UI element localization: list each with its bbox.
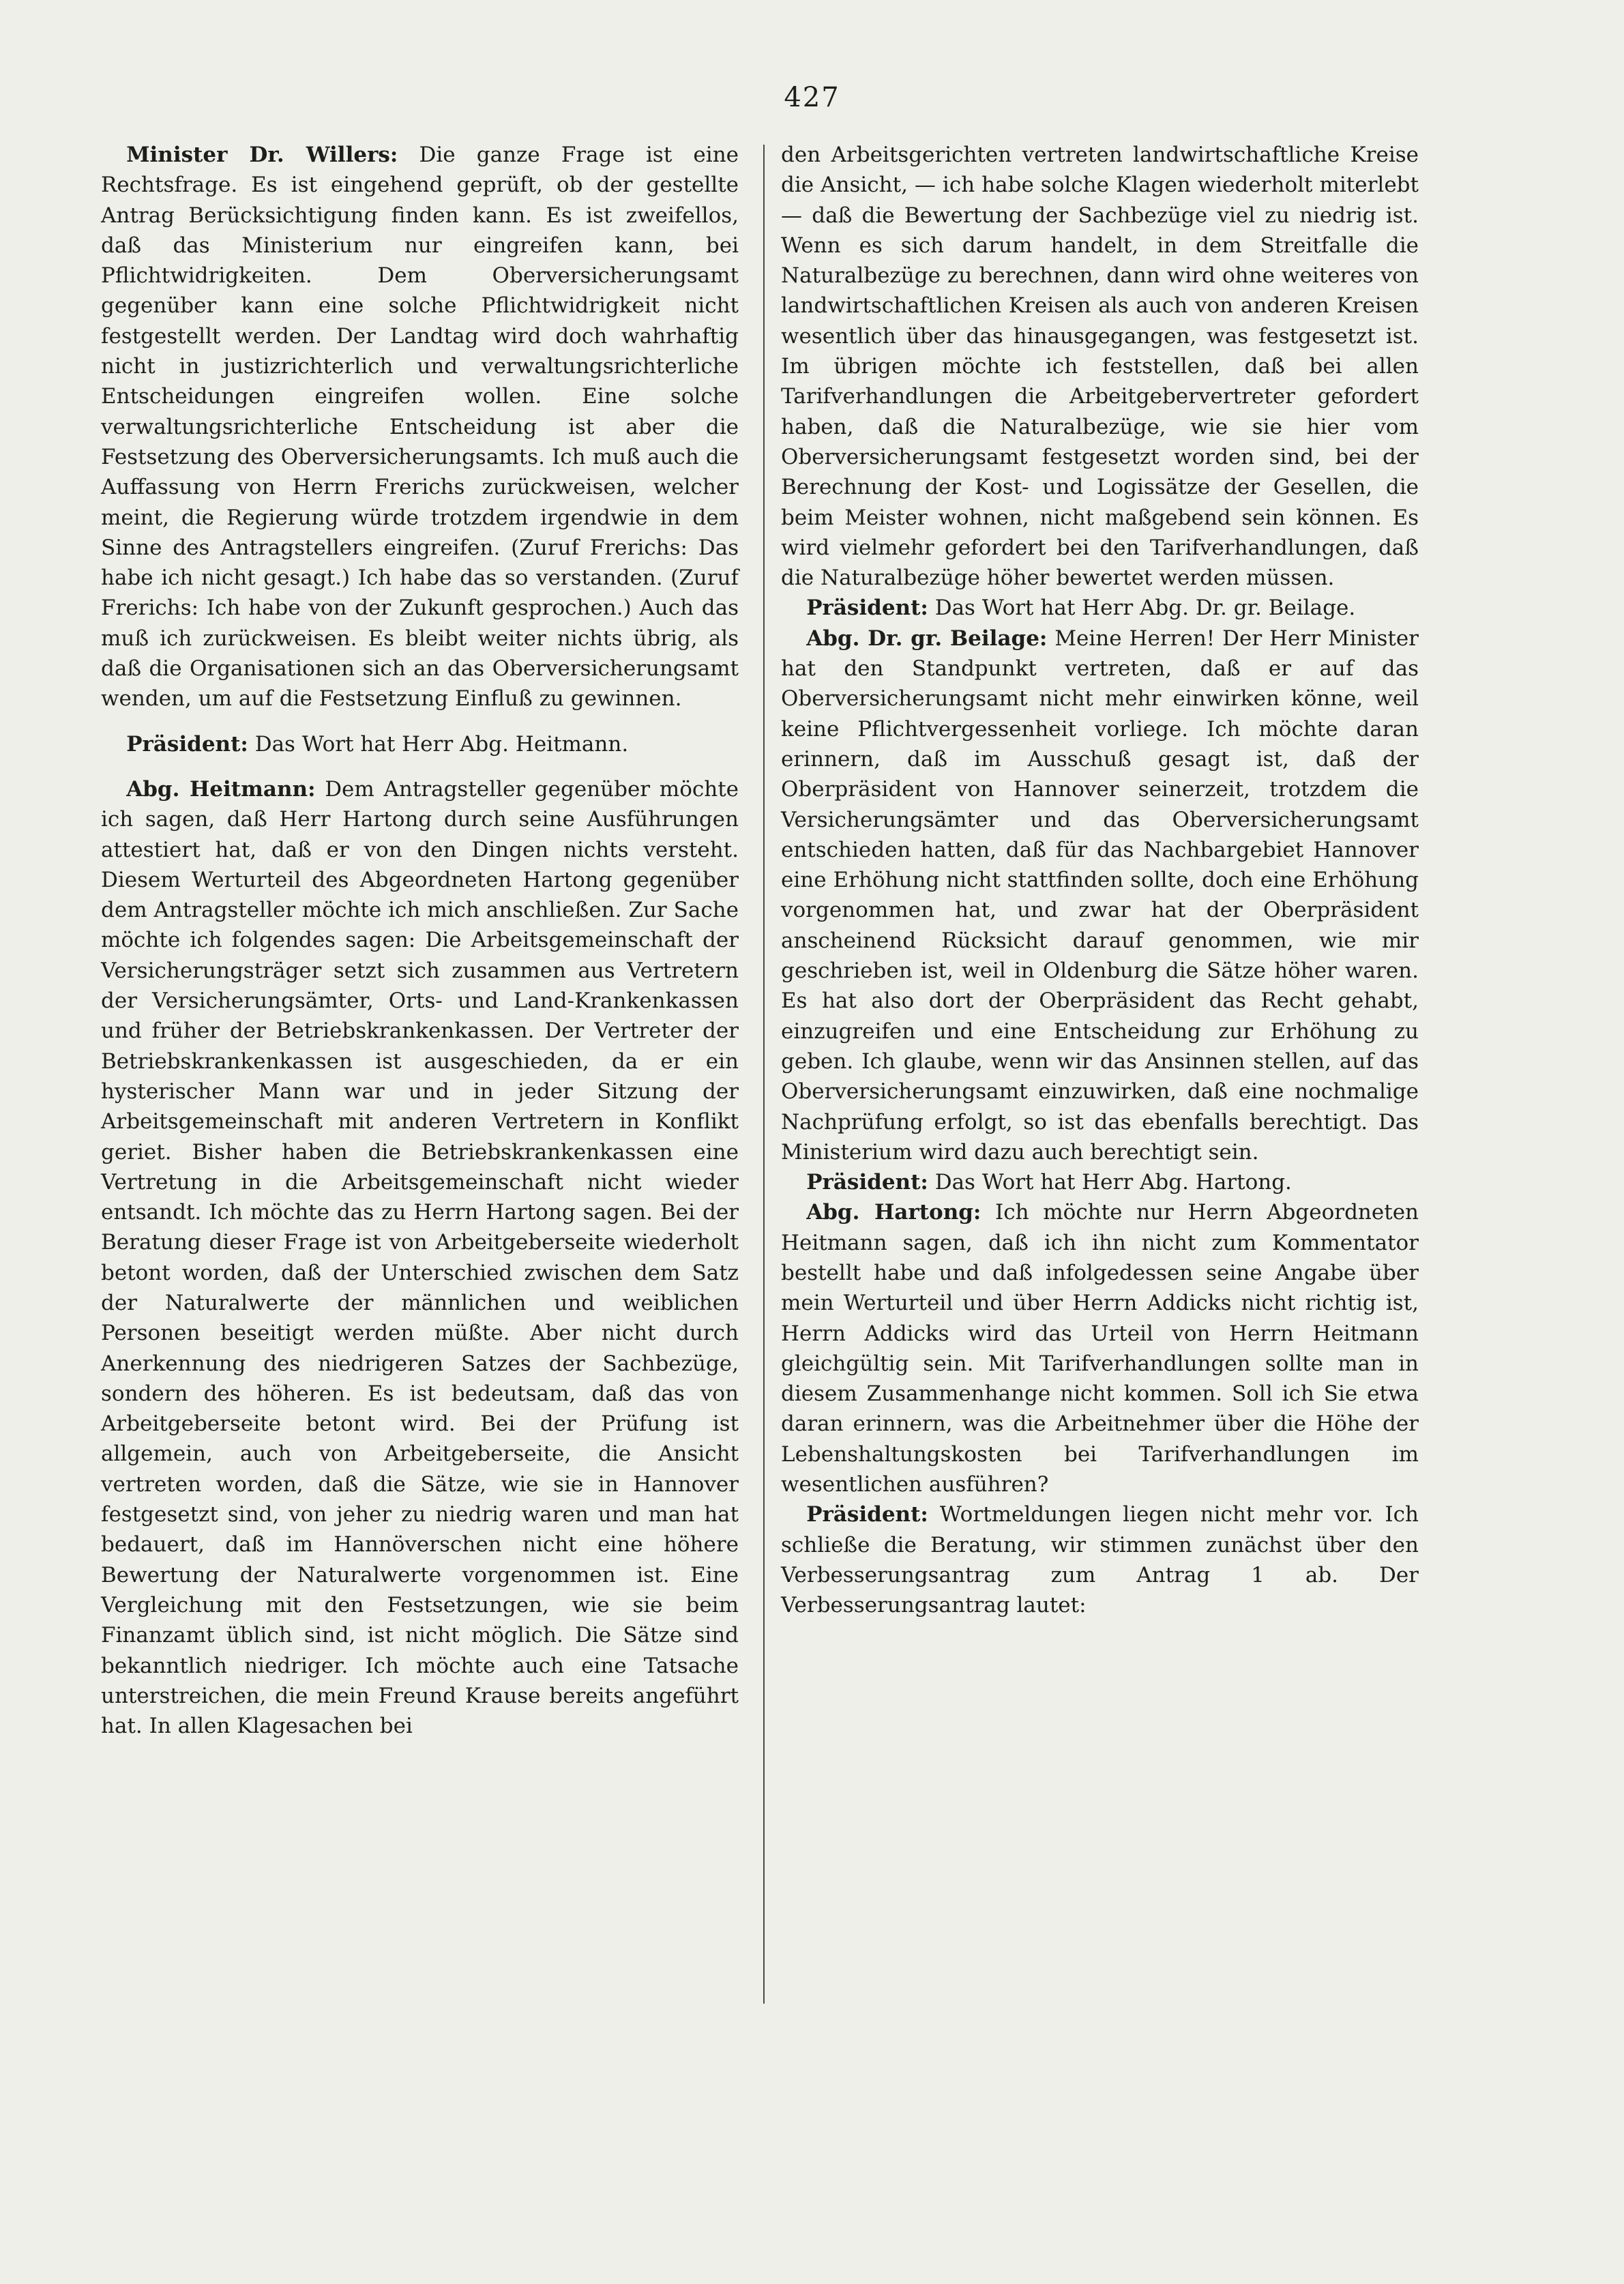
paragraph-president-2 (781, 593, 1419, 623)
paragraph-hartong (781, 1197, 1419, 1499)
paragraph-beilage (781, 624, 1419, 1167)
speaker-label: Präsident: (806, 1170, 928, 1195)
paragraph-president-1 (101, 729, 739, 759)
speaker-label: Präsident: (126, 731, 248, 757)
speaker-label: Abg. Hartong: (806, 1200, 981, 1225)
paragraph-minister-willers (101, 140, 739, 714)
speech-text: Dem Antragsteller gegenüber möchte ich sagen, daß Herr Hartong durch seine Ausführungen attestiert hat, daß er von den Dingen nichts versteht. Diesem Werturteil des Abgeordneten Hartong gegenüber dem Antragsteller möchte ich mich anschließen. Zur Sache möchte ich folgendes sagen: Die Arbeitsgemeinschaft der Versicherungsträger setzt sich zusammen aus Vertretern der Versicherungsämter, Orts- und Land-Krankenkassen und früher der Betriebskrankenkassen. Der Vertreter der Betriebskrankenkassen ist ausgeschieden, da er ein hysterischer Mann war und in jeder Sitzung der Arbeitsgemeinschaft mit anderen Vertretern in Konflikt geriet. Bisher haben die Betriebskrankenkassen eine Vertretung in die Arbeitsgemeinschaft nicht wieder entsandt. Ich möchte das zu Herrn Hartong sagen. Bei der Beratung dieser Frage ist von Arbeitgeberseite wiederholt betont worden, daß der Unterschied zwischen dem Satz der Naturalwerte der männlichen und weiblichen Personen beseitigt werden müßte. Aber nicht durch Anerkennung des niedrigeren Satzes der Sachbezüge, sondern des höheren. Es ist bedeutsam, daß das von Arbeitgeberseite betont wird. Bei der Prüfung ist allgemein, auch von Arbeitgeberseite, die Ansicht vertreten worden, daß die Sätze, wie sie in Hannover festgesetzt sind, von jeher zu niedrig waren und man hat bedauert, daß im Hannöverschen nicht eine höhere Bewertung der Naturalwerte vorgenommen ist. Eine Vergleichung mit den Festsetzungen, wie sie beim Finanzamt üblich sind, ist nicht möglich. Die Sätze sind bekanntlich niedriger. Ich möchte auch eine Tatsache unterstreichen, die mein Freund Krause bereits angeführt hat. In allen Klagesachen bei (101, 776, 739, 1739)
speech-text: Die ganze Frage ist eine Rechtsfrage. Es ist eingehend geprüft, ob der gestellte Antrag Berücksichtigung finden kann. Es ist zweifellos, daß das Ministerium nur eingreifen kann, bei Pflichtwidrigkeiten. Dem Oberversicherungsamt gegenüber kann eine solche Pflichtwidrigkeit nicht festgestellt werden. Der Landtag wird doch wahrhaftig nicht in justizrichterlich und verwaltungsrichterliche Entscheidungen eingreifen wollen. Eine solche verwaltungsrichterliche Entscheidung ist aber die Festsetzung des Oberversicherungsamts. Ich muß auch die Auffassung von Herrn Frerichs zurückweisen, welcher meint, die Regierung würde trotzdem irgendwie in dem Sinne des Antragstellers eingreifen. (Zuruf Frerichs: Das habe ich nicht gesagt.) Ich habe das so verstanden. (Zuruf Frerichs: Ich habe von der Zukunft gesprochen.) Auch das muß ich zurückweisen. Es bleibt weiter nichts übrig, als daß die Organisationen sich an das Oberversicherungsamt wenden, um auf die Festsetzung Einfluß zu gewinnen. (101, 143, 739, 712)
page-number: 427 (784, 82, 840, 113)
speaker-label: Abg. Heitmann: (126, 776, 316, 802)
right-column (781, 140, 1419, 1621)
speaker-label: Abg. Dr. gr. Beilage: (806, 626, 1048, 651)
speech-text: den Arbeitsgerichten vertreten landwirtschaftliche Kreise die Ansicht, — ich habe solche Klagen wiederholt miterlebt — daß die Bewertung der Sachbezüge viel zu niedrig ist. Wenn es sich darum handelt, in dem Streitfalle die Naturalbezüge zu berechnen, dann wird ohne weiteres von landwirtschaftlichen Kreisen als auch von anderen Kreisen wesentlich über das hinausgegangen, was festgesetzt ist. Im übrigen möchte ich feststellen, daß bei allen Tarifverhandlungen die Arbeitgebervertreter gefordert haben, daß die Naturalbezüge, wie sie hier vom Oberversicherungsamt festgesetzt worden sind, bei der Berechnung der Kost- und Logissätze der Gesellen, die beim Meister wohnen, nicht maßgebend sein können. Es wird vielmehr gefordert bei den Tarifverhandlungen, daß die Naturalbezüge höher bewertet werden müssen. (781, 143, 1419, 591)
speech-text: Wortmeldungen liegen nicht mehr vor. Ich schließe die Beratung, wir stimmen zunächst über den Verbesserungsantrag zum Antrag 1 ab. Der Verbesserungsantrag lautet: (781, 1502, 1419, 1618)
speech-text: Ich möchte nur Herrn Abgeordneten Heitmann sagen, daß ich ihn nicht zum Kommentator bestellt habe und daß infolgedessen seine Angabe über mein Werturteil und über Herrn Addicks nicht richtig ist, Herrn Addicks wird das Urteil von Herrn Heitmann gleichgültig sein. Mit Tarifverhandlungen sollte man in diesem Zusammenhange nicht kommen. Soll ich Sie etwa daran erinnern, was die Arbeitnehmer über die Höhe der Lebenshaltungskosten bei Tarifverhandlungen im wesentlichen ausführen? (781, 1200, 1419, 1497)
paragraph-heitmann (101, 774, 739, 1742)
speech-text: Das Wort hat Herr Abg. Heitmann. (254, 731, 629, 757)
speaker-label: Präsident: (806, 1502, 928, 1527)
speech-text: Meine Herren! Der Herr Minister hat den Standpunkt vertreten, daß er auf das Oberversicherungsamt nicht mehr einwirken könne, weil keine Pflichtvergessenheit vorliege. Ich möchte daran erinnern, daß im Ausschuß gesagt ist, daß der Oberpräsident von Hannover seinerzeit, trotzdem die Versicherungsämter und das Oberversicherungsamt entschieden hatten, daß für das Nachbargebiet Hannover eine Erhöhung nicht stattfinden sollte, doch eine Erhöhung vorgenommen hat, und zwar hat der Oberpräsident anscheinend Rücksicht darauf genommen, wie mir geschrieben ist, weil in Oldenburg die Sätze höher waren. Es hat also dort der Oberpräsident das Recht gehabt, einzugreifen und eine Entscheidung zur Erhöhung zu geben. Ich glaube, wenn wir das Ansinnen stellen, auf das Oberversicherungsamt einzuwirken, daß eine nochmalige Nachprüfung erfolgt, so ist das ebenfalls berechtigt. Das Ministerium wird dazu auch berechtigt sein. (781, 626, 1419, 1165)
left-column (101, 140, 739, 1741)
paragraph-heitmann-continued (781, 140, 1419, 593)
speaker-label: Präsident: (806, 596, 928, 621)
column-divider (763, 145, 765, 2004)
paragraph-president-4 (781, 1499, 1419, 1620)
speaker-label: Minister Dr. Willers: (126, 143, 398, 167)
speech-text: Das Wort hat Herr Abg. Dr. gr. Beilage. (934, 596, 1356, 621)
paragraph-president-3 (781, 1167, 1419, 1197)
speech-text: Das Wort hat Herr Abg. Hartong. (934, 1170, 1292, 1195)
